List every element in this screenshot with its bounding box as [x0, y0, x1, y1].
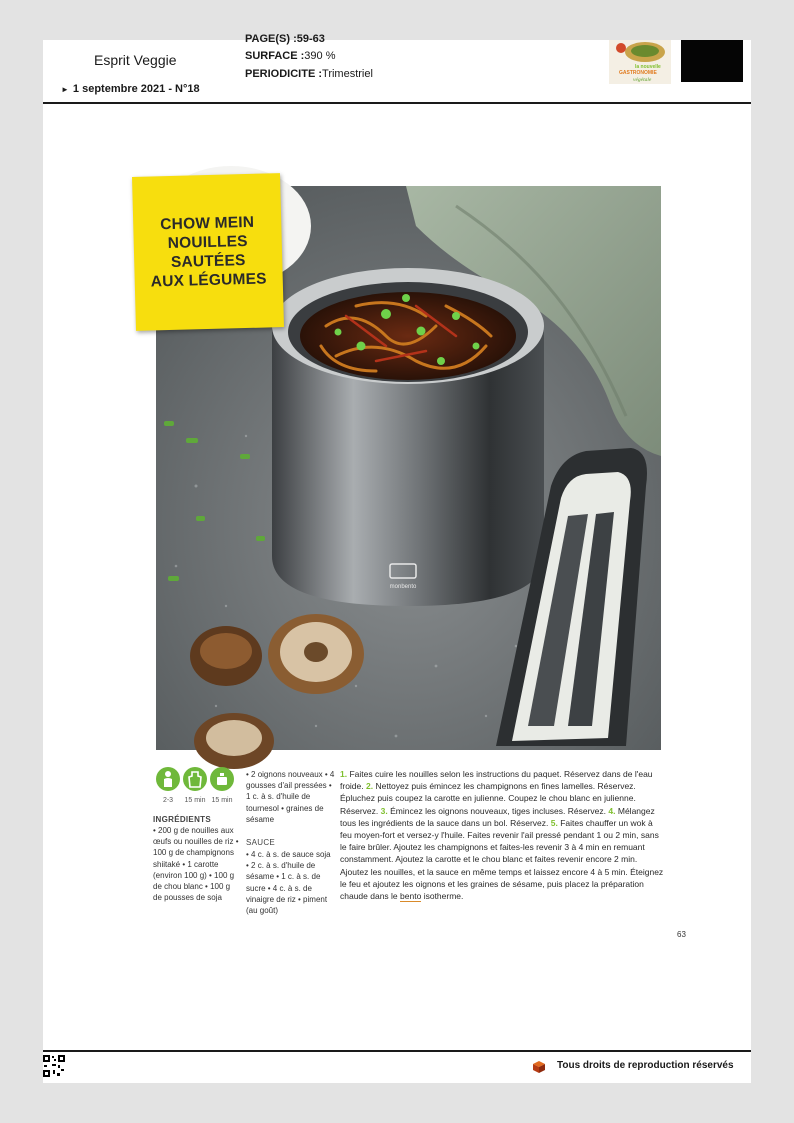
periodicite-line: [245, 68, 373, 80]
triangle-bullet-icon: ►: [61, 85, 69, 94]
footer-divider: [43, 1050, 751, 1052]
recipe-title-tag: [132, 173, 284, 331]
recipe-title-line-4: AUX LÉGUMES: [150, 270, 267, 291]
apron-icon: [183, 767, 207, 791]
pot-brand-label: monbento: [389, 584, 417, 590]
recipe-title-line-1: CHOW MEIN: [160, 213, 255, 234]
step-1-text: Faites cuire les nouilles selon les instructions du paquet. Réservez dans de l'eau froide.: [340, 769, 653, 792]
thumb-text-1: la nouvelle: [635, 64, 661, 70]
step-4-text: Mélangez tous les ingrédients de la sauce dans un bol. Réservez.: [340, 805, 655, 828]
ingredients-list-continued: • 2 oignons nouveaux • 4 gousses d'ail pressées • 1 c. à s. d'huile de tournesol • graines de sésame: [246, 770, 335, 824]
step-2-number: 2.: [366, 781, 374, 792]
step-4-number: 4.: [608, 805, 616, 816]
page-number: 63: [677, 930, 686, 939]
surface-value: 390 %: [304, 50, 336, 62]
step-3-number: 3.: [380, 805, 388, 816]
step-5-number: 5.: [550, 817, 558, 828]
recipe-steps: [340, 768, 665, 902]
issue-date: [61, 83, 200, 95]
sauce-heading: SAUCE: [246, 838, 276, 847]
pages-line: PAGE(S) :59-63: [245, 33, 325, 45]
step-2-text: Nettoyez puis émincez les champignons en fines lamelles. Réservez. Épluchez puis coupez la carotte en julienne. Coupez le chou blanc en julienne. Réservez.: [340, 781, 636, 816]
prep-time-label: 15 min: [184, 797, 206, 804]
ingredients-heading: INGRÉDIENTS: [153, 815, 211, 824]
publication-name: Esprit Veggie: [94, 52, 177, 68]
ingredients-list: • 200 g de nouilles aux œufs ou nouilles de riz • 100 g de champignons shiitaké • 1 carotte (environ 100 g) • 100 g de chou blanc • 100 g de pousses de soja: [153, 826, 239, 903]
qr-code-icon: [43, 1055, 65, 1077]
cube-logo-icon: [533, 1060, 545, 1072]
step-3-text: Émincez les oignons nouveaux, tiges incluses. Réservez.: [390, 805, 607, 816]
servings-label: 2-3: [162, 797, 174, 804]
issue-date-text: 1 septembre 2021 - N°18: [72, 83, 200, 95]
magazine-cover-thumbnail: [609, 40, 671, 84]
surface-line: [245, 50, 335, 62]
step-5-text: Faites chauffer un wok à feu moyen-fort et versez-y l'huile. Faites revenir l'ail pressé pendant 1 ou 2 min, sans le faire brûler. Ajoutez les champignons et faites-les revenir 3 à 4 min en remuant constamment. Ajoutez la carotte et le chou blanc et faites revenir encore 2 min. Ajoutez les nouilles, et la sauce en même temps et laissez encore 4 à 5 min. Éteignez le feu et ajoutez les oignons et les graines de sésame, puis placez la préparation chaude dans le: [340, 817, 664, 902]
cook-time-label: 15 min: [211, 797, 233, 804]
step-1-number: 1.: [340, 769, 348, 779]
recipe-info-icons: [156, 767, 236, 807]
periodicite-label: PERIODICITE :: [245, 68, 323, 80]
periodicite-value: Trimestriel: [322, 68, 373, 80]
step-5-highlight-word: bento: [400, 891, 422, 902]
redacted-logo-block: [681, 40, 743, 82]
thumb-text-3: végétale: [633, 77, 652, 83]
surface-label: SURFACE :: [245, 50, 305, 62]
thumb-text-2: GASTRONOMIE: [619, 70, 657, 76]
recipe-title-line-2: NOUILLES: [167, 232, 248, 253]
pot-icon: [210, 767, 234, 791]
step-5-end: isotherme.: [423, 891, 464, 902]
rights-notice: Tous droits de reproduction réservés: [557, 1060, 734, 1071]
header-divider: [43, 102, 751, 104]
recipe-title-line-3: SAUTÉES: [170, 252, 246, 271]
press-clipping-page: [43, 33, 751, 1083]
person-icon: [156, 767, 180, 791]
sauce-list: • 4 c. à s. de sauce soja • 2 c. à s. d'huile de sésame • 1 c. à s. de sucre • 4 c. à s. de vinaigre de riz • piment (au goût): [246, 850, 331, 916]
